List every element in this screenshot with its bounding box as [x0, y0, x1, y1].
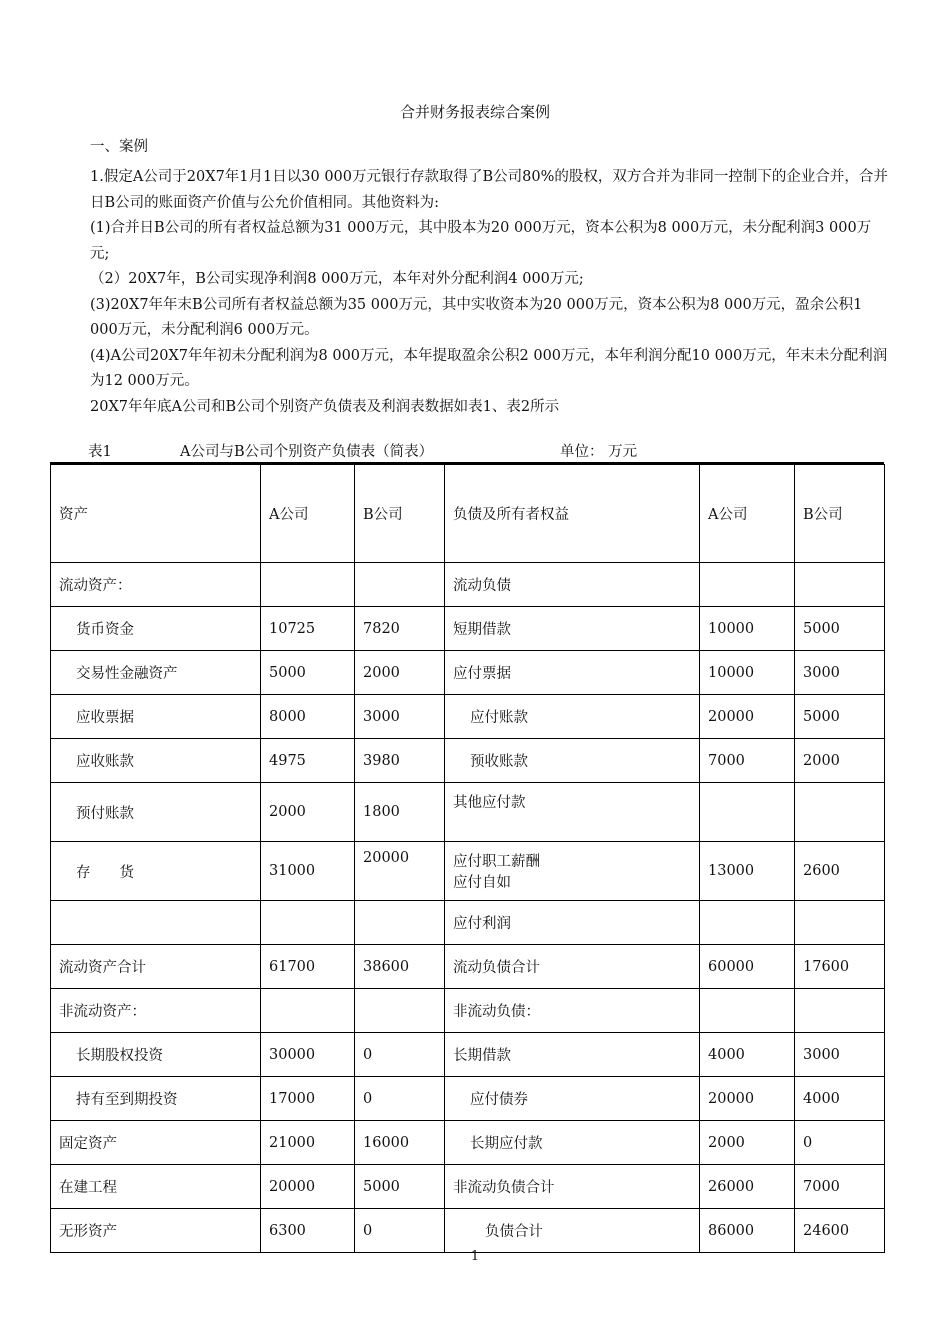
table-cell: 4000 [700, 1033, 795, 1077]
table-row [51, 1121, 885, 1165]
table-cell: 其他应付款 [445, 783, 700, 842]
table-cell [51, 901, 261, 945]
table-cell: 持有至到期投资 [51, 1077, 261, 1121]
table-cell: 无形资产 [51, 1209, 261, 1253]
header-cell: B公司 [355, 465, 445, 563]
table-cell: 0 [355, 1033, 445, 1077]
table-cell: 应付利润 [445, 901, 700, 945]
table-cell: 7820 [355, 607, 445, 651]
table-cell: 存 货 [51, 842, 261, 901]
header-cell: 资产 [51, 465, 261, 563]
table-cell [795, 989, 885, 1033]
table-header-row [51, 465, 885, 563]
case-paragraph: (4)A公司20X7年年初未分配利润为8 000万元，本年提取盈余公积2 000万元，本年利润分配10 000万元，年末未分配利润为12 000万元。 [90, 347, 888, 389]
table-cell: 预收账款 [445, 739, 700, 783]
table-row [51, 842, 885, 901]
table-cell: 30000 [261, 1033, 355, 1077]
header-cell: A公司 [261, 465, 355, 563]
header-cell: A公司 [700, 465, 795, 563]
table-cell: 20000 [261, 1165, 355, 1209]
table-cell: 流动负债 [445, 563, 700, 607]
table-cell: 10725 [261, 607, 355, 651]
table-cell: 0 [355, 1209, 445, 1253]
table-cell [700, 901, 795, 945]
table-cell: 13000 [700, 842, 795, 901]
section-heading: 一、案例 [90, 139, 148, 155]
table-cell: 负债合计 [445, 1209, 700, 1253]
table-cell: 2600 [795, 842, 885, 901]
table-row [51, 695, 885, 739]
table-cell: 10000 [700, 607, 795, 651]
case-paragraph: (1)合并日B公司的所有者权益总额为31 000万元，其中股本为20 000万元，资本公积为8 000万元，未分配利润3 000万元; [90, 220, 872, 262]
table-cell: 流动资产： [51, 563, 261, 607]
table-row [51, 1077, 885, 1121]
table-cell: 1800 [355, 783, 445, 842]
table-cell: 4975 [261, 739, 355, 783]
table-cell [261, 989, 355, 1033]
case-paragraph: 1.假定A公司于20X7年1月1日以30 000万元银行存款取得了B公司80%的股权，双方合并为非同一控制下的企业合并，合并日B公司的账面资产价值与公允价值相同。其他资料为: [90, 169, 888, 211]
table-cell: 交易性金融资产 [51, 651, 261, 695]
table-cell: 2000 [261, 783, 355, 842]
table-cell: 3000 [355, 695, 445, 739]
table-cell: 长期股权投资 [51, 1033, 261, 1077]
table-cell: 31000 [261, 842, 355, 901]
table-caption [88, 440, 637, 461]
table-cell [355, 901, 445, 945]
table-cell: 4000 [795, 1077, 885, 1121]
table-cell: 16000 [355, 1121, 445, 1165]
case-paragraph: （2）20X7年，B公司实现净利润8 000万元，本年对外分配利润4 000万元; [90, 271, 584, 287]
table-row [51, 607, 885, 651]
table-cell: 20000 [355, 842, 445, 901]
table-cell: 应付票据 [445, 651, 700, 695]
case-paragraph: 20X7年年底A公司和B公司个别资产负债表及利润表数据如表1、表2所示 [90, 398, 560, 415]
table-cell: 8000 [261, 695, 355, 739]
table-cell: 10000 [700, 651, 795, 695]
table-cell: 非流动负债： [445, 989, 700, 1033]
table-cell: 应收账款 [51, 739, 261, 783]
table-cell: 长期应付款 [445, 1121, 700, 1165]
table-cell: 短期借款 [445, 607, 700, 651]
table-cell: 26000 [700, 1165, 795, 1209]
table-cell: 5000 [261, 651, 355, 695]
page-number: 1 [470, 1249, 480, 1264]
table-row [51, 989, 885, 1033]
table-cell: 在建工程 [51, 1165, 261, 1209]
table-cell: 21000 [261, 1121, 355, 1165]
table-row [51, 783, 885, 842]
case-description [90, 165, 890, 420]
table-row [51, 1209, 885, 1253]
table-cell: 7000 [795, 1165, 885, 1209]
table-row [51, 945, 885, 989]
table-cell: 5000 [795, 607, 885, 651]
table-cell: 17000 [261, 1077, 355, 1121]
table-cell: 61700 [261, 945, 355, 989]
table-cell [355, 989, 445, 1033]
table-cell: 2000 [795, 739, 885, 783]
document-title: 合并财务报表综合案例 [399, 103, 550, 121]
table-cell: 86000 [700, 1209, 795, 1253]
table-cell: 2000 [355, 651, 445, 695]
table-row [51, 1033, 885, 1077]
table-unit: 单位： 万元 [560, 444, 638, 460]
header-cell: 负债及所有者权益 [445, 465, 700, 563]
table-label: 表1 [88, 444, 112, 460]
table-cell: 应付账款 [445, 695, 700, 739]
table-cell [355, 563, 445, 607]
table-cell: 流动负债合计 [445, 945, 700, 989]
table-cell: 应付职工薪酬 应付自如 [445, 842, 700, 901]
case-paragraph: (3)20X7年年末B公司所有者权益总额为35 000万元，其中实收资本为20 000万元，资本公积为8 000万元，盈余公积1 000万元，未分配利润6 000万元。 [90, 296, 863, 338]
table-cell [795, 901, 885, 945]
table-row [51, 1165, 885, 1209]
table-cell: 非流动资产： [51, 989, 261, 1033]
table-cell: 5000 [355, 1165, 445, 1209]
table-cell: 38600 [355, 945, 445, 989]
table-cell: 2000 [700, 1121, 795, 1165]
table-row [51, 901, 885, 945]
table-cell [795, 563, 885, 607]
table-cell [700, 989, 795, 1033]
table-cell: 3980 [355, 739, 445, 783]
table-cell: 流动资产合计 [51, 945, 261, 989]
table-cell: 预付账款 [51, 783, 261, 842]
table-cell [700, 563, 795, 607]
table-cell [261, 901, 355, 945]
table-cell: 应收票据 [51, 695, 261, 739]
table-cell: 0 [795, 1121, 885, 1165]
header-cell: B公司 [795, 465, 885, 563]
table-cell [795, 783, 885, 842]
table-cell: 应付债券 [445, 1077, 700, 1121]
table-name: A公司与B公司个别资产负债表（简表） [180, 444, 434, 460]
table-cell: 固定资产 [51, 1121, 261, 1165]
table-cell: 3000 [795, 651, 885, 695]
table-cell: 0 [355, 1077, 445, 1121]
table-cell [261, 563, 355, 607]
table-cell: 非流动负债合计 [445, 1165, 700, 1209]
table-cell: 货币资金 [51, 607, 261, 651]
table-cell: 24600 [795, 1209, 885, 1253]
table-cell: 17600 [795, 945, 885, 989]
table-cell: 60000 [700, 945, 795, 989]
balance-sheet-table [50, 464, 885, 1253]
table-cell: 长期借款 [445, 1033, 700, 1077]
table-row [51, 739, 885, 783]
table-cell: 3000 [795, 1033, 885, 1077]
table-cell: 5000 [795, 695, 885, 739]
table-cell: 7000 [700, 739, 795, 783]
table-cell: 20000 [700, 695, 795, 739]
table-row [51, 651, 885, 695]
table-cell: 6300 [261, 1209, 355, 1253]
table-row [51, 563, 885, 607]
table-cell: 20000 [700, 1077, 795, 1121]
table-cell [700, 783, 795, 842]
